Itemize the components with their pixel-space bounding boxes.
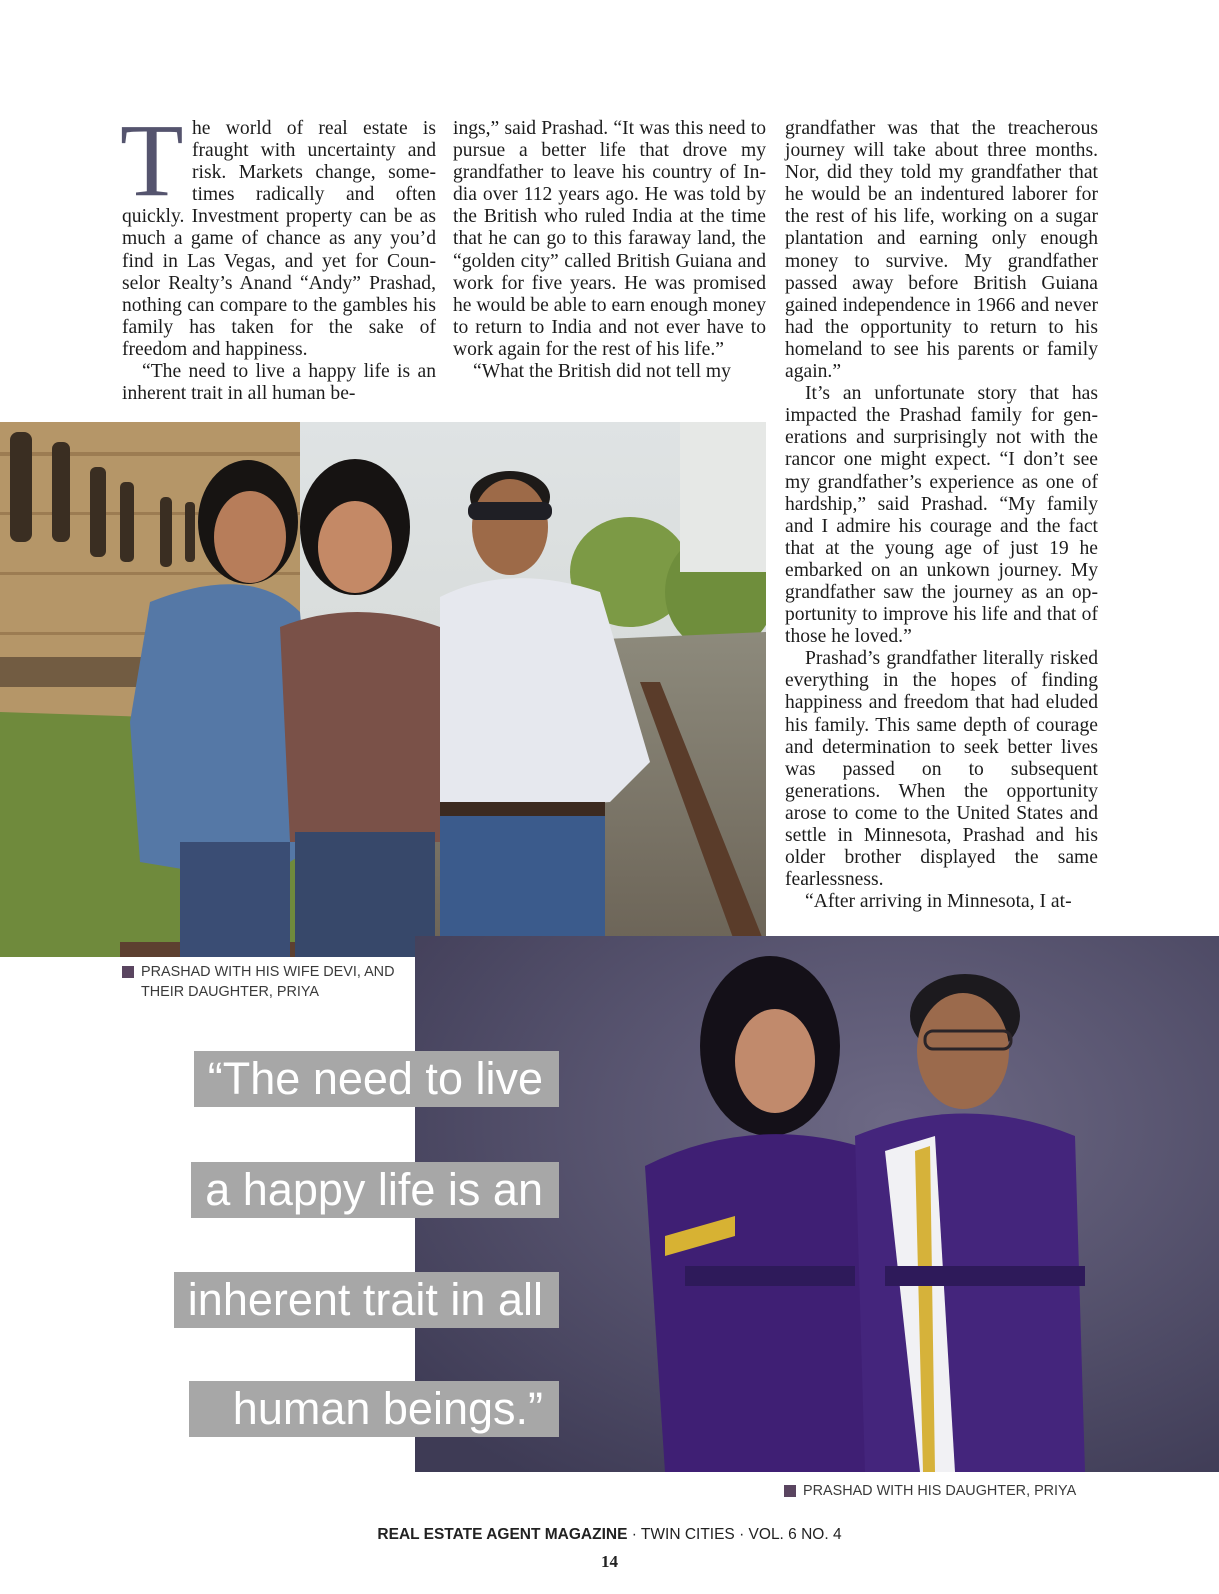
pull-quote-line: a happy life is an <box>191 1162 559 1218</box>
article-column-3 <box>785 118 1098 913</box>
article-paragraph: ings,” said Prashad. “It was this need to pursue a better life that drove my grandfather to leave his country of India over 112 years ago. He was told by the British who ruled India at the time that he can go to this faraway land, the “golden city” called British Guiana and work for five years. He was promised he would be able to earn enough money to return to India and not ever have to work again for the rest of his life.” <box>453 118 766 360</box>
article-paragraph: grandfather was that the treacherous journey will take about three months. Nor, did they told my grandfather that he would be an indentured laborer for the rest of his life, working on a sugar plantation and earning only enough money to survive. My grandfather passed away before British Guiana gained independence in 1966 and never had the opportunity to return to his homeland to see his parents or family again.” <box>785 118 1098 383</box>
article-paragraph: It’s an unfortunate story that has impacted the Prashad family for generations and surprisingly not with the rancor one might expect. “I don’t see my grandfather’s experience as one of hardship,” said Prashad. “My family and I admire his courage and the fact that at the young age of just 19 he embarked on an unkown journey. My grandfather saw the journey as an opportunity to improve his life and that of those he loved.” <box>785 383 1098 648</box>
magazine-name: REAL ESTATE AGENT MAGAZINE <box>377 1526 628 1543</box>
article-paragraph: “After arriving in Minnesota, I at- <box>805 891 1072 913</box>
pull-quote-line: inherent trait in all <box>174 1272 559 1328</box>
drop-cap: T <box>120 103 184 218</box>
family-photo <box>0 422 766 957</box>
pull-quote-line: human beings.” <box>189 1381 559 1437</box>
caption-text: PRASHAD WITH HIS DAUGHTER, PRIYA <box>803 1483 1077 1499</box>
page-footer <box>0 1526 1219 1544</box>
article-paragraph <box>120 103 436 361</box>
pull-quote-line: “The need to live <box>194 1051 559 1107</box>
article-paragraph: “The need to live a happy life is an inherent trait in all human be- <box>122 361 436 405</box>
article-column-1 <box>120 103 436 405</box>
photo-caption <box>122 962 422 1002</box>
caption-marker <box>122 966 134 978</box>
article-column-2 <box>453 118 766 383</box>
page-number: 14 <box>601 1552 618 1571</box>
caption-marker <box>784 1485 796 1497</box>
caption-text: PRASHAD WITH HIS WIFE DEVI, AND THEIR DAUGHTER, PRIYA <box>141 964 395 1000</box>
photo-caption <box>784 1481 1104 1501</box>
edition-info: · TWIN CITIES · VOL. 6 NO. 4 <box>627 1526 842 1543</box>
article-paragraph: “What the British did not tell my <box>473 361 731 383</box>
article-paragraph: Prashad’s grandfather literally risked everything in the hopes of finding happiness and freedom that had eluded his family. This same depth of courage and determination to seek better lives was passed on to subsequent generations. When the opportunity arose to come to the United States and settle in Minnesota, Prashad and his older brother displayed the same fearlessness. <box>785 648 1098 891</box>
paragraph-text: he world of real estate is fraught with uncertainty and risk. Markets change, sometimes radically and often quickly. Investment property can be as much a game of chance as any you’d find in Las Vegas, and yet for Counselor Realty’s Anand “Andy” Prashad, nothing can compare to the gambles his family has taken for the sake of freedom and happiness. <box>122 118 436 360</box>
